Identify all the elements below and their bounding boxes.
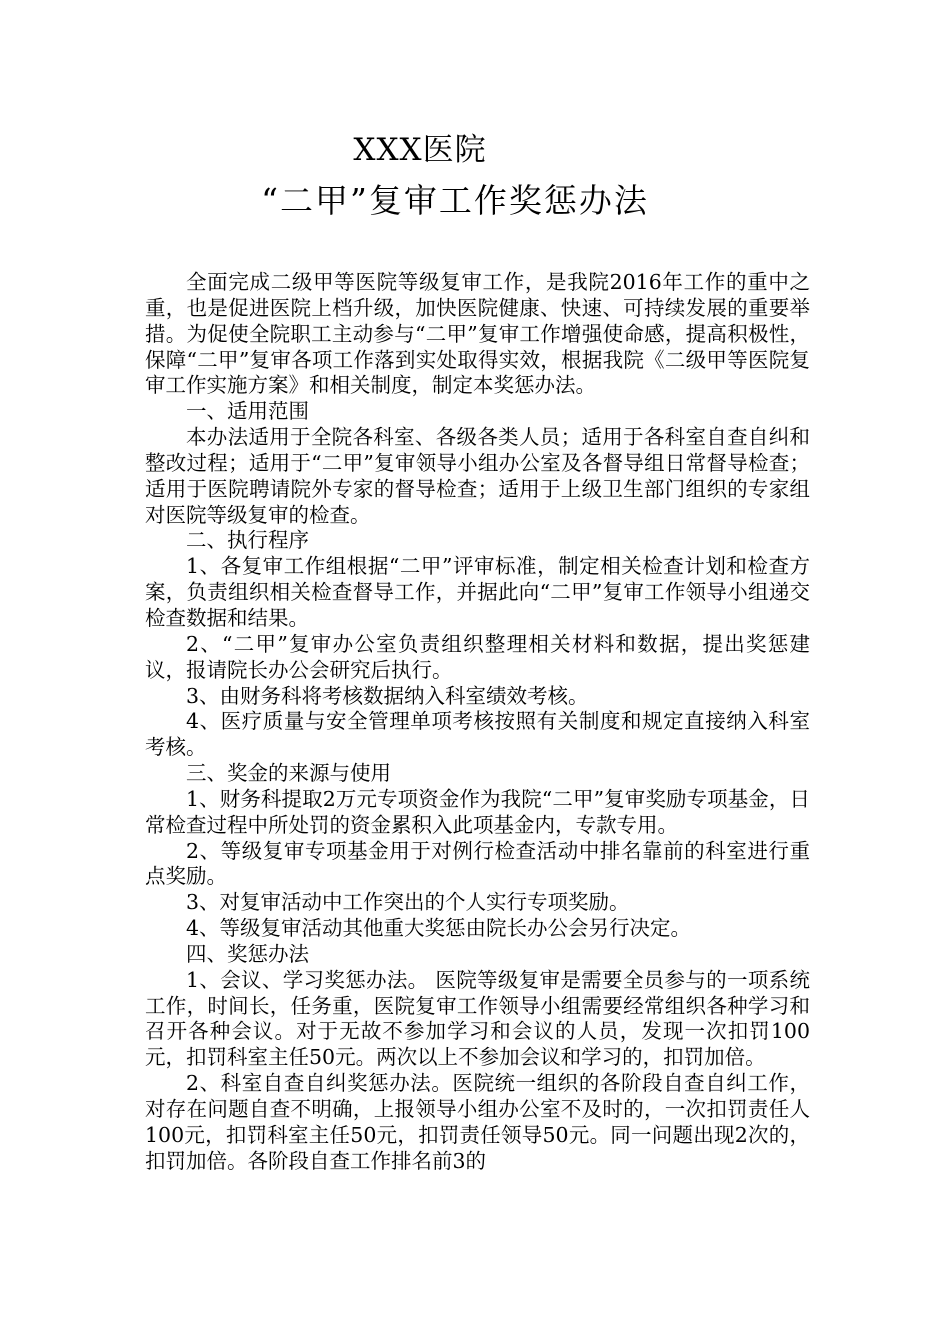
paragraph: 1、会议、学习奖惩办法。 医院等级复审是需要全员参与的一项系统工作，时间长，任务重，医院复审工作领导小组需要经常组织各种学习和召开各种会议。对于无故不参加学习和会议的人员，发现一次扣罚100元，扣罚科室主任50元。两次以上不参加会议和学习的，扣罚加倍。	[145, 967, 810, 1070]
paragraph: 2、等级复审专项基金用于对例行检查活动中排名靠前的科室进行重点奖励。	[145, 838, 810, 889]
paragraph: 2、科室自查自纠奖惩办法。医院统一组织的各阶段自查自纠工作，对存在问题自查不明确，上报领导小组办公室不及时的，一次扣罚责任人100元，扣罚科室主任50元，扣罚责任领导50元。同一问题出现2次的，扣罚加倍。各阶段自查工作排名前3的	[145, 1071, 810, 1173]
paragraph: 1、财务科提取2万元专项资金作为我院“二甲”复审奖励专项基金，日常检查过程中所处罚的资金累积入此项基金内，专款专用。	[145, 786, 810, 837]
paragraph: 4、医疗质量与安全管理单项考核按照有关制度和规定直接纳入科室考核。	[145, 709, 810, 760]
section-heading: 二、执行程序	[186, 528, 309, 553]
section-heading: 三、奖金的来源与使用	[186, 761, 391, 786]
paragraph: 1、各复审工作组根据“二甲”评审标准，制定相关检查计划和检查方案，负责组织相关检查督导工作，并据此向“二甲”复审工作领导小组递交检查数据和结果。	[145, 554, 810, 630]
document-title: “二甲”复审工作奖惩办法	[261, 181, 649, 220]
paragraph: 3、对复审活动中工作突出的个人实行专项奖励。	[186, 890, 630, 915]
document-body	[145, 270, 810, 1175]
intro-paragraph: 全面完成二级甲等医院等级复审工作，是我院2016年工作的重中之重，也是促进医院上档升级，加快医院健康、快速、可持续发展的重要举措。为促使全院职工主动参与“二甲”复审工作增强使命感，提高积极性，保障“二甲”复审各项工作落到实处取得实效，根据我院《二级甲等医院复审工作实施方案》和相关制度，制定本奖惩办法。	[145, 270, 810, 398]
paragraph: 2、“二甲”复审办公室负责组织整理相关材料和数据，提出奖惩建议，报请院长办公会研究后执行。	[145, 631, 810, 682]
section-heading: 四、奖惩办法	[186, 941, 309, 966]
document-title-hospital: XXX医院	[353, 132, 487, 168]
paragraph: 4、等级复审活动其他重大奖惩由院长办公会另行决定。	[186, 916, 692, 941]
section-heading: 一、适用范围	[186, 399, 309, 424]
paragraph: 本办法适用于全院各科室、各级各类人员；适用于各科室自查自纠和整改过程；适用于“二甲”复审领导小组办公室及各督导组日常督导检查；适用于医院聘请院外专家的督导检查；适用于上级卫生部门组织的专家组对医院等级复审的检查。	[145, 425, 810, 527]
paragraph: 3、由财务科将考核数据纳入科室绩效考核。	[186, 683, 589, 708]
